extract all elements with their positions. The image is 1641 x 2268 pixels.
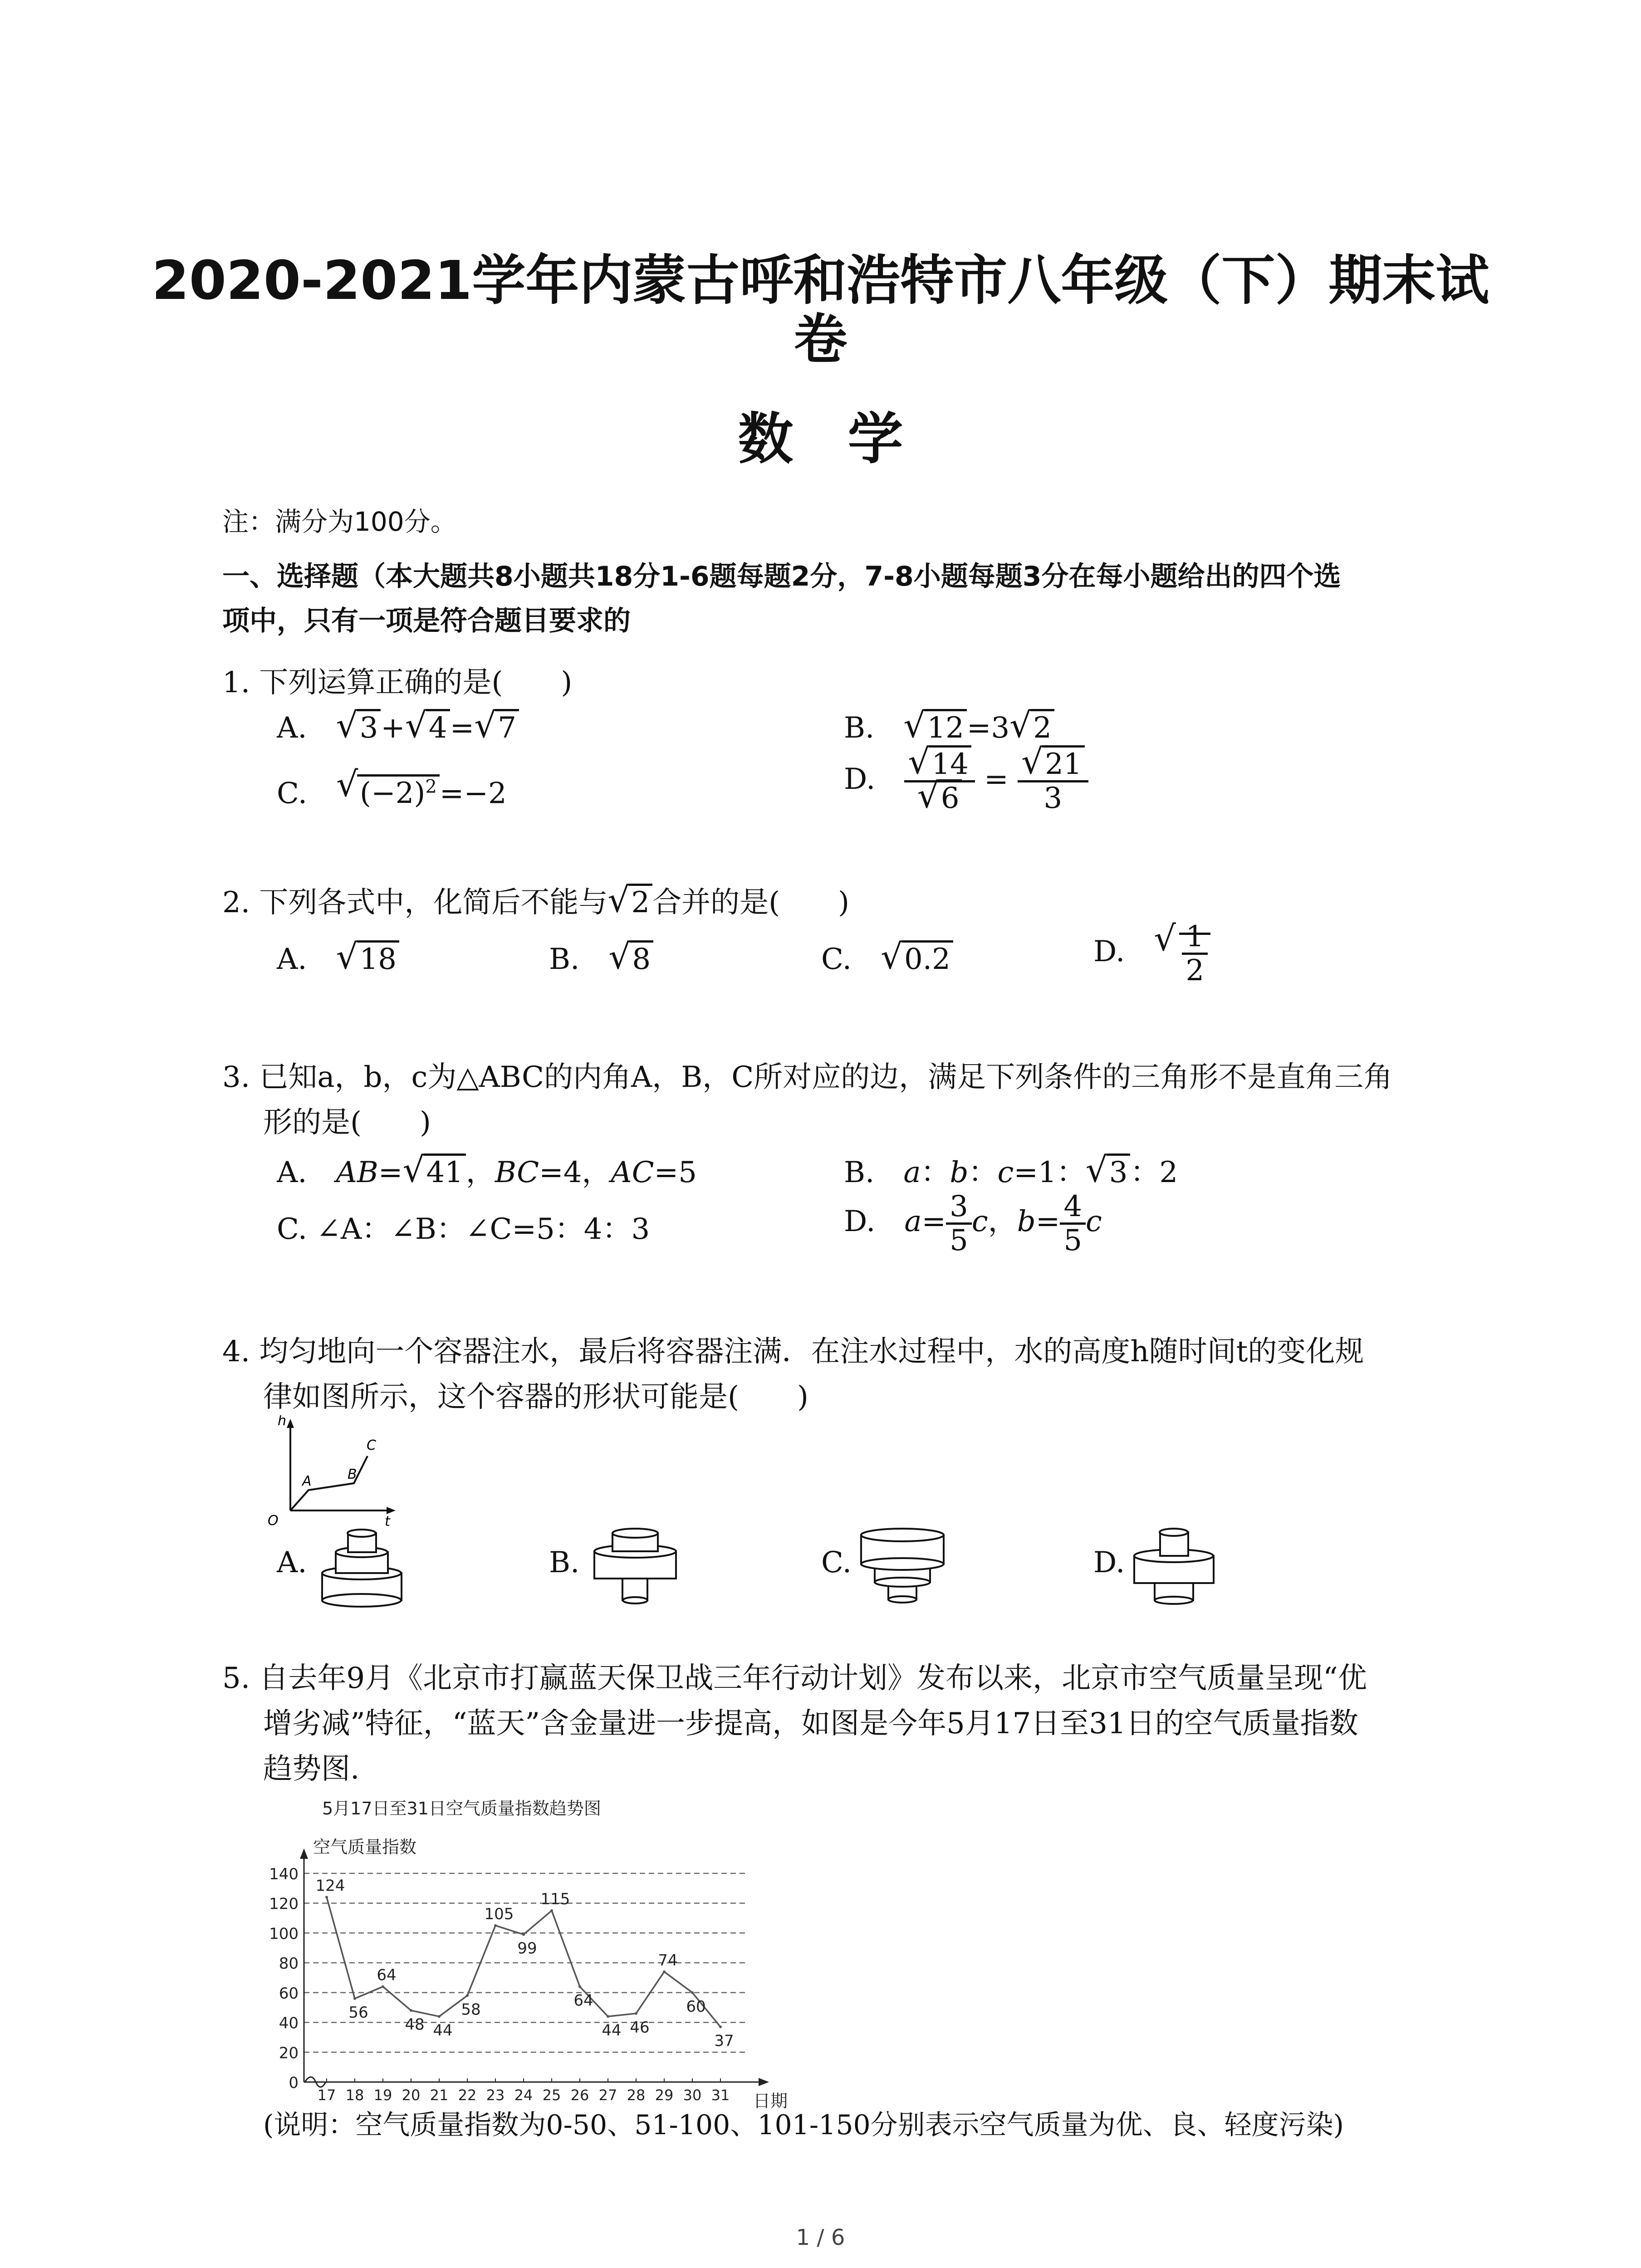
x-tick-label: 26 — [570, 2087, 589, 2104]
x-tick-label: 30 — [683, 2087, 702, 2104]
x-tick-label: 22 — [458, 2087, 477, 2104]
data-label: 105 — [484, 1905, 514, 1923]
q1-option-c: C. √ $(-2)^2=-2$ — [277, 767, 507, 814]
chart-title: 5月17日至31日空气质量指数趋势图 — [322, 1799, 601, 1818]
y-tick-label: 120 — [269, 1895, 299, 1913]
data-point — [522, 1933, 525, 1936]
x-axis-arrow — [759, 2078, 769, 2086]
data-label: 44 — [602, 2021, 622, 2040]
data-point — [578, 1985, 581, 1988]
data-label: 74 — [658, 1951, 678, 1970]
q2-option-b: B. √ 8 — [549, 939, 653, 980]
q2-option-a: A. √ 18 — [277, 939, 399, 980]
water-height-graph — [254, 1415, 404, 1529]
q1-option-d: D. √ 14 √ 6 = √ $\frac{21}{3}$ — [844, 748, 1088, 814]
section1-heading-line1: 一、选择题（本大题共8小题共18分1-6题每题2分，7-8小题每题3分在每小题给出的四个选 — [222, 561, 1341, 592]
x-tick-label: 21 — [430, 2087, 449, 2104]
y-axis-arrow — [300, 1848, 308, 1859]
x-tick-label: 28 — [627, 2087, 646, 2104]
data-label: 64 — [377, 1966, 397, 1984]
graph-label-t: t — [385, 1514, 390, 1529]
y-tick-label: 20 — [279, 2044, 299, 2063]
graph-label-h: h — [278, 1415, 287, 1429]
x-tick-label: 18 — [345, 2087, 364, 2104]
y-tick-label: 80 — [279, 1955, 299, 1973]
data-label: 44 — [433, 2021, 453, 2040]
y-tick-label: 0 — [289, 2074, 299, 2092]
x-tick-label: 20 — [402, 2087, 421, 2104]
data-label: 48 — [405, 2015, 425, 2034]
exam-subject: 数学 — [738, 407, 958, 471]
data-point — [325, 1896, 328, 1899]
data-point — [353, 1997, 356, 2000]
exam-title-line1: 2020-2021学年内蒙古呼和浩特市八年级（下）期末试 — [152, 249, 1489, 312]
data-point — [691, 1991, 694, 1994]
y-tick-label: 40 — [279, 2014, 299, 2033]
data-label: 115 — [540, 1890, 570, 1909]
x-tick-label: 23 — [486, 2087, 505, 2104]
q4-option-d-label: D. — [1093, 1546, 1125, 1579]
exam-title-line2: 卷 — [794, 308, 847, 371]
q4-option-a-label: A. — [277, 1546, 307, 1579]
data-label: 99 — [517, 1939, 537, 1958]
graph-label-b: B — [348, 1466, 357, 1482]
q4-stem-line1: 4. 均匀地向一个容器注水，最后将容器注满．在注水过程中，水的高度h随时间t的变化规 — [222, 1335, 1364, 1369]
data-point — [494, 1924, 497, 1927]
container-c-icon — [857, 1520, 948, 1610]
q2-option-c: C. √ 0.2 — [821, 939, 953, 980]
data-point — [663, 1970, 666, 1973]
section1-heading-line2: 项中，只有一项是符合题目要求的 — [222, 605, 631, 637]
chart-ylabel: 空气质量指数 — [313, 1837, 417, 1857]
graph-label-c: C — [367, 1437, 376, 1453]
q4-stem-line2: 律如图所示，这个容器的形状可能是( ) — [263, 1380, 808, 1414]
aqi-explanation: (说明：空气质量指数为0-50、51-100、101-150分别表示空气质量为优、良、轻度污染) — [263, 2109, 1344, 2141]
q4-option-c-label: C. — [821, 1546, 852, 1579]
data-point — [607, 2015, 609, 2018]
container-d-icon — [1130, 1520, 1220, 1610]
q2-stem: 2. 下列各式中，化简后不能与√ 2合并的是( ) — [222, 882, 849, 923]
data-point — [382, 1985, 384, 1988]
page-number: 1 / 6 — [796, 2225, 845, 2250]
data-label: 60 — [686, 1997, 706, 2016]
data-label: 58 — [461, 2000, 481, 2019]
q2-option-d: D. √ $\frac{1}{2}$ — [1093, 921, 1210, 987]
data-point — [466, 1994, 469, 1997]
x-tick-label: 25 — [542, 2087, 561, 2104]
q1-option-b: B. √ 12=3√ 2 — [844, 708, 1054, 748]
q3-stem-line1: 3. 已知a，b，c为△ABC的内角A，B，C所对应的边，满足下列条件的三角形不是直角三角 — [222, 1061, 1393, 1094]
x-tick-label: 24 — [514, 2087, 533, 2104]
score-note: 注：满分为100分。 — [222, 506, 457, 537]
data-label: 64 — [573, 1991, 593, 2010]
q4-option-b-label: B. — [549, 1546, 580, 1579]
x-tick-label: 17 — [317, 2087, 336, 2104]
graph-label-o: O — [268, 1513, 279, 1529]
data-label: 124 — [315, 1877, 345, 1895]
chart-xlabel: 日期 — [753, 2091, 788, 2109]
q5-stem-line2: 增劣减”特征，“蓝天”含金量进一步提高，如图是今年5月17日至31日的空气质量指数 — [263, 1707, 1358, 1740]
q1-option-a: A. √ 3+√ 4=√ 7 — [277, 708, 519, 748]
q1-stem: 1. 下列运算正确的是( ) — [222, 666, 573, 699]
x-tick-label: 29 — [655, 2087, 674, 2104]
q3-option-a: A. AB=√ 41，BC=4，AC=5 — [277, 1152, 697, 1193]
q3-option-d: D. a= $\frac{3}{5}$ c，b= $\frac{4}{5}$ c — [844, 1190, 1102, 1257]
data-point — [635, 2012, 637, 2015]
data-point — [410, 2009, 412, 2012]
x-tick-label: 31 — [711, 2087, 730, 2104]
y-tick-label: 140 — [269, 1865, 299, 1883]
q3-option-c: C. ∠A：∠B：∠C=5：4：3 — [277, 1212, 650, 1246]
container-a-icon — [318, 1524, 408, 1610]
data-label: 37 — [714, 2032, 734, 2050]
container-b-icon — [590, 1524, 681, 1610]
data-label: 56 — [348, 2004, 368, 2022]
aqi-trend-chart — [254, 1792, 844, 2109]
x-tick-label: 27 — [598, 2087, 617, 2104]
q3-stem-line2: 形的是( ) — [263, 1106, 431, 1139]
q5-stem-line3: 趋势图. — [263, 1752, 360, 1786]
data-label: 46 — [630, 2018, 650, 2037]
x-tick-label: 19 — [373, 2087, 392, 2104]
data-point — [719, 2025, 722, 2028]
q3-option-b: B. a：b：c=1：√ 3：2 — [844, 1152, 1178, 1193]
graph-label-a: A — [302, 1473, 312, 1489]
data-point — [550, 1909, 553, 1912]
y-tick-label: 100 — [269, 1925, 299, 1943]
data-point — [438, 2015, 441, 2018]
q5-stem-line1: 5. 自去年9月《北京市打赢蓝天保卫战三年行动计划》发布以来，北京市空气质量呈现“优 — [222, 1662, 1367, 1695]
y-tick-label: 60 — [279, 1984, 299, 2003]
